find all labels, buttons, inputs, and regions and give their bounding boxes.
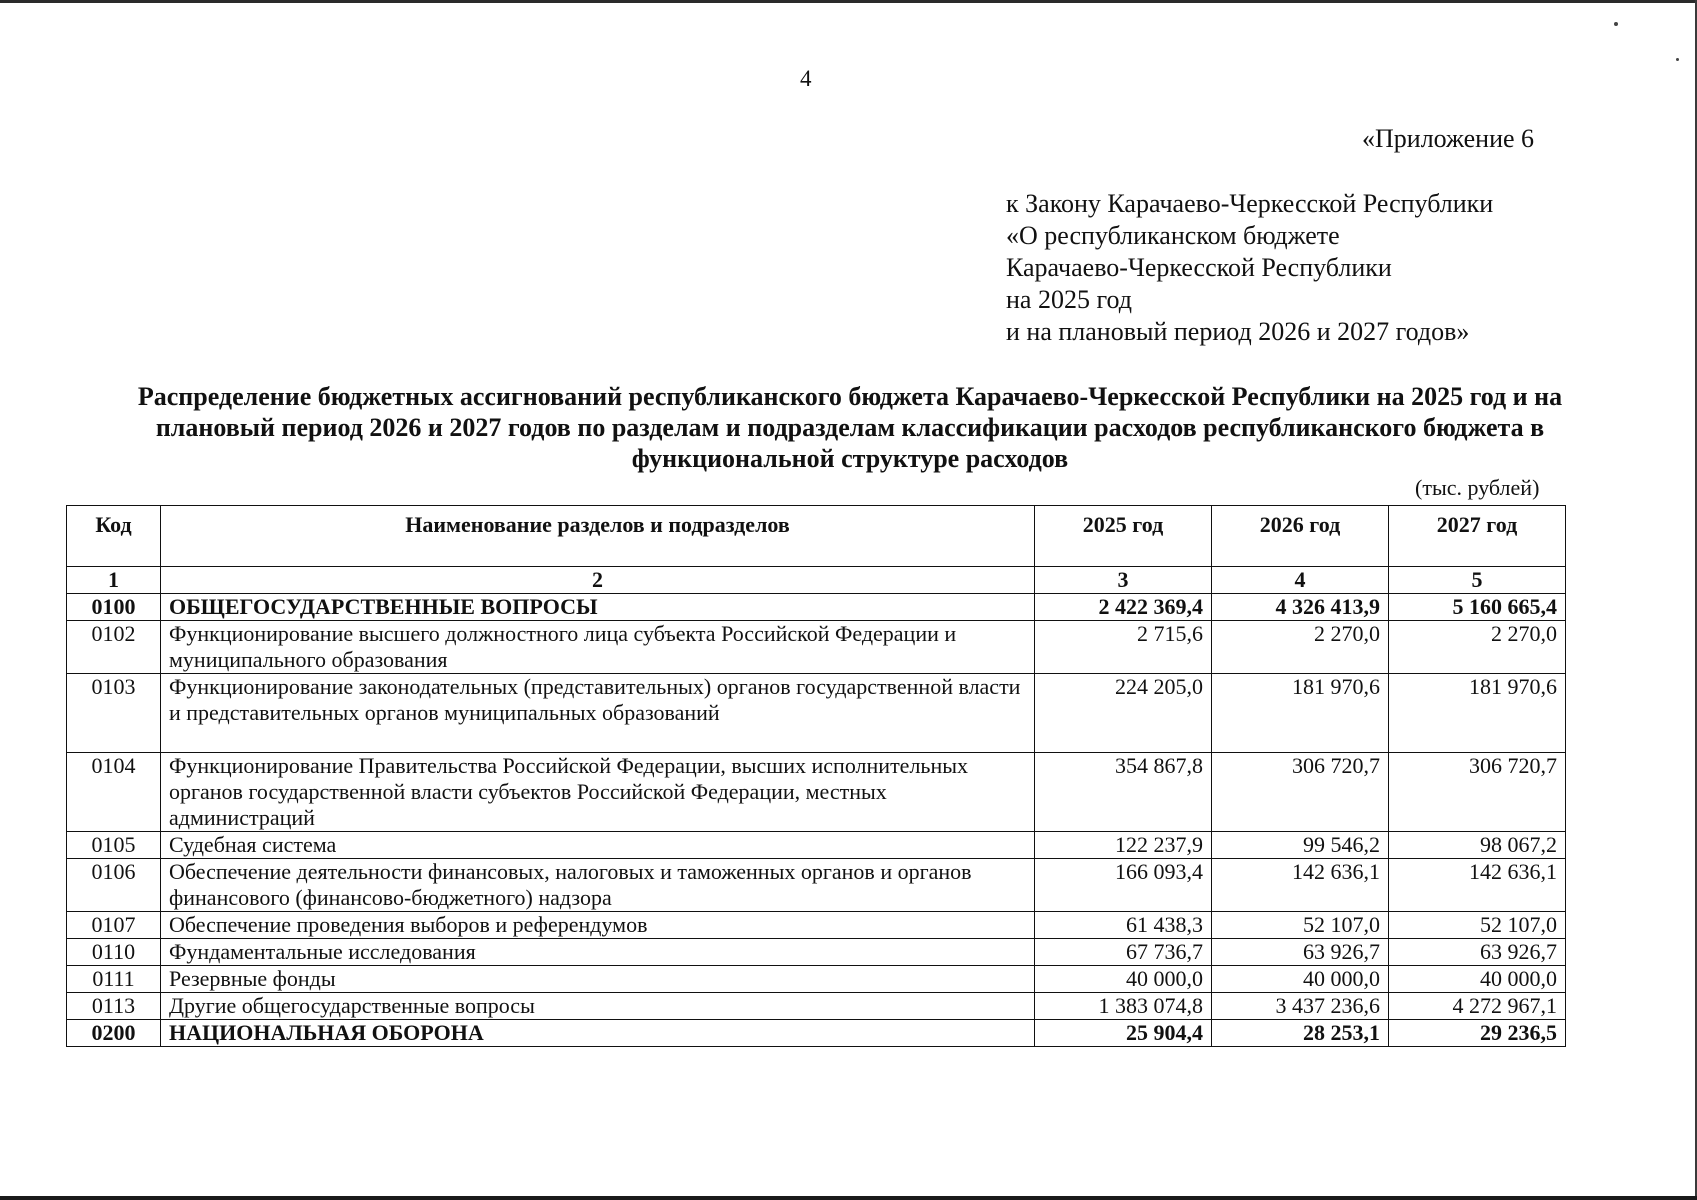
header-2026: 2026 год [1212,506,1389,567]
row-value-2027: 306 720,7 [1389,753,1566,832]
table-row [67,966,1566,993]
row-code: 0107 [67,912,161,939]
row-name: Другие общегосударственные вопросы [161,993,1035,1020]
row-value-2025: 354 867,8 [1035,753,1212,832]
row-name: Обеспечение деятельности финансовых, налоговых и таможенных органов и органов финансового (финансово-бюджетного) надзора [161,859,1035,912]
column-number-row [67,567,1566,594]
row-value-2025: 224 205,0 [1035,674,1212,753]
row-value-2025: 25 904,4 [1035,1020,1212,1047]
row-value-2027: 98 067,2 [1389,832,1566,859]
table-row [67,674,1566,753]
row-value-2027: 52 107,0 [1389,912,1566,939]
row-value-2026: 40 000,0 [1212,966,1389,993]
row-value-2026: 52 107,0 [1212,912,1389,939]
law-reference [1006,188,1493,348]
row-value-2025: 166 093,4 [1035,859,1212,912]
row-value-2026: 99 546,2 [1212,832,1389,859]
row-value-2025: 40 000,0 [1035,966,1212,993]
appendix-label: «Приложение 6 [1362,124,1535,153]
scan-edge-bottom [0,1196,1697,1200]
header-code: Код [67,506,161,567]
law-reference-line: на 2025 год [1006,285,1132,314]
table-header-row [67,506,1566,567]
row-code: 0105 [67,832,161,859]
row-value-2025: 122 237,9 [1035,832,1212,859]
row-value-2027: 142 636,1 [1389,859,1566,912]
row-name: Обеспечение проведения выборов и референдумов [161,912,1035,939]
row-value-2027: 63 926,7 [1389,939,1566,966]
column-number: 5 [1389,567,1566,594]
law-reference-line: к Закону Карачаево-Черкесской Республики [1006,189,1494,218]
column-number: 4 [1212,567,1389,594]
document-title: Распределение бюджетных ассигнований республиканского бюджета Карачаево-Черкесской Республики на 2025 год и на плановый период 2026 и 2027 годов по разделам и подразделам классификации расходов республиканского бюджета в функциональной структуре расходов [137,382,1563,473]
scan-dust [1676,58,1679,61]
row-name: Резервные фонды [161,966,1035,993]
table-row [67,859,1566,912]
row-value-2027: 2 270,0 [1389,621,1566,674]
table-row [67,939,1566,966]
row-name: Судебная система [161,832,1035,859]
row-code: 0110 [67,939,161,966]
row-value-2027: 29 236,5 [1389,1020,1566,1047]
row-value-2026: 181 970,6 [1212,674,1389,753]
row-value-2026: 4 326 413,9 [1212,594,1389,621]
column-number: 2 [161,567,1035,594]
row-value-2026: 3 437 236,6 [1212,993,1389,1020]
row-value-2026: 306 720,7 [1212,753,1389,832]
row-code: 0111 [67,966,161,993]
law-reference-line: Карачаево-Черкесской Республики [1006,253,1392,282]
row-value-2025: 1 383 074,8 [1035,993,1212,1020]
column-number: 3 [1035,567,1212,594]
row-name: Функционирование Правительства Российской Федерации, высших исполнительных органов государственной власти субъектов Российской Федерации, местных администраций [161,753,1035,832]
row-value-2025: 61 438,3 [1035,912,1212,939]
row-value-2026: 142 636,1 [1212,859,1389,912]
row-value-2025: 2 422 369,4 [1035,594,1212,621]
row-name: ОБЩЕГОСУДАРСТВЕННЫЕ ВОПРОСЫ [161,594,1035,621]
header-name: Наименование разделов и подразделов [161,506,1035,567]
page-number: 4 [800,66,812,91]
row-value-2027: 40 000,0 [1389,966,1566,993]
row-code: 0113 [67,993,161,1020]
row-value-2026: 63 926,7 [1212,939,1389,966]
row-code: 0106 [67,859,161,912]
row-value-2026: 2 270,0 [1212,621,1389,674]
scan-edge-top [0,0,1697,3]
column-number: 1 [67,567,161,594]
row-value-2027: 181 970,6 [1389,674,1566,753]
row-name: Фундаментальные исследования [161,939,1035,966]
table-row [67,832,1566,859]
budget-table [66,505,1566,1047]
row-name: Функционирование высшего должностного лица субъекта Российской Федерации и муниципального образования [161,621,1035,674]
row-name: Функционирование законодательных (представительных) органов государственной власти и представительных органов муниципальных образований [161,674,1035,753]
header-2027: 2027 год [1389,506,1566,567]
table-row [67,1020,1566,1047]
scan-dust [1614,22,1618,26]
law-reference-line: и на плановый период 2026 и 2027 годов» [1006,317,1470,346]
row-code: 0200 [67,1020,161,1047]
table-row [67,753,1566,832]
row-code: 0102 [67,621,161,674]
units-label: (тыс. рублей) [1415,475,1540,500]
table-row [67,912,1566,939]
table-row [67,621,1566,674]
row-value-2025: 2 715,6 [1035,621,1212,674]
row-value-2026: 28 253,1 [1212,1020,1389,1047]
row-name: НАЦИОНАЛЬНАЯ ОБОРОНА [161,1020,1035,1047]
law-reference-line: «О республиканском бюджете [1006,221,1340,250]
row-value-2025: 67 736,7 [1035,939,1212,966]
header-2025: 2025 год [1035,506,1212,567]
table-row [67,993,1566,1020]
row-code: 0100 [67,594,161,621]
table-row [67,594,1566,621]
row-value-2027: 5 160 665,4 [1389,594,1566,621]
row-code: 0103 [67,674,161,753]
row-value-2027: 4 272 967,1 [1389,993,1566,1020]
row-code: 0104 [67,753,161,832]
